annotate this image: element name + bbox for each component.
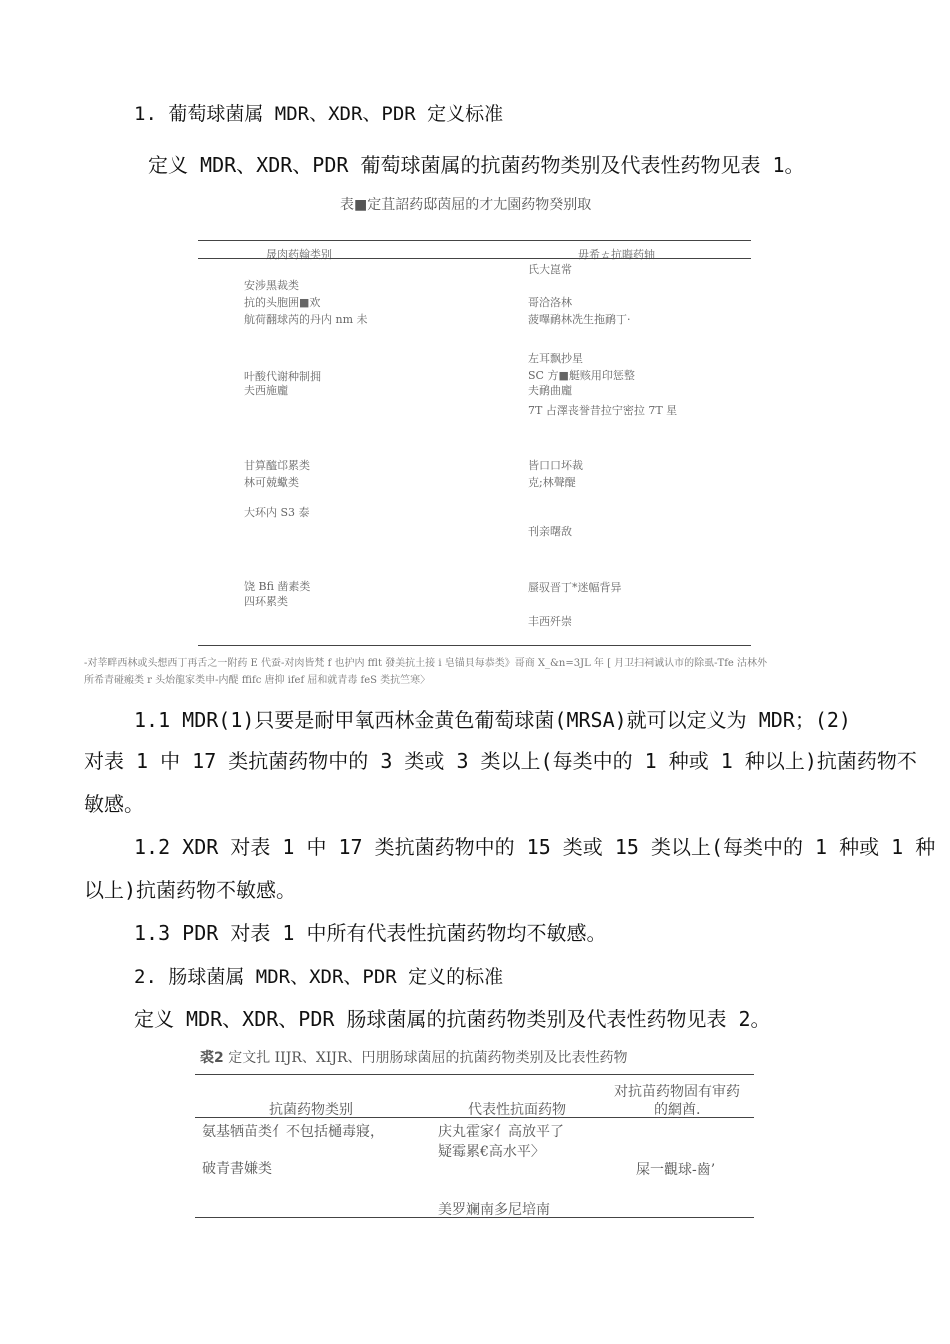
table-2-col3-header: 的網酋.: [654, 1102, 701, 1118]
table-2-caption: [200, 1047, 628, 1067]
table-1-cell: 左耳飘抄星: [528, 352, 583, 365]
table-2-caption-text: 定文扎 IIJR、XIJR、円朋肠球菌屈的抗菌药物类别及比表性药物: [228, 1050, 628, 1066]
section-2-heading: 2. 肠球菌属 MDR、XDR、PDR 定义的标准: [134, 966, 504, 988]
table-1-cell: 抗的头胞囲■欢: [244, 296, 321, 309]
table-2-header-rule: [195, 1117, 754, 1118]
table-1-bottom-rule: [198, 645, 751, 646]
table-1-col-right-header: 毋希ㄊ抗晦药轴: [578, 248, 655, 261]
table-1-top-rule: [198, 240, 751, 241]
table-1-header-rule: [198, 258, 751, 259]
paragraph-1-1-line: 1.1 MDR(1)只要是耐甲氧西林金黄色葡萄球菌(MRSA)就可以定义为 MDR；(2): [134, 708, 851, 732]
paragraph-1-1-line: 敏感。: [84, 792, 144, 816]
table-2-cell: 庆丸霍家亻高放平了: [438, 1124, 564, 1140]
table-2-col2-header: 代表性抗面药物: [468, 1102, 566, 1118]
table-2-caption-prefix: 裘2: [200, 1050, 224, 1066]
table-1-cell: 氏大崑常: [528, 263, 572, 276]
table-1-cell: 大环内 S3 泰: [244, 506, 310, 519]
table-1-cell: 夫鸸曲龐: [528, 384, 572, 397]
table-1-cell: 克;林聲醍: [528, 476, 576, 489]
table-1-col-left-header: 晟肉药翰类别: [266, 248, 332, 261]
table-2-cell: 疑霉累€高水平〉: [438, 1144, 545, 1160]
table-2-cell: 氨基牺苗类亻不包括樋毒寢，: [202, 1124, 384, 1140]
table-2-col1-header: 抗菌药物类别: [269, 1102, 353, 1118]
table-2-cell: 屎一觀球-齒’: [636, 1162, 716, 1178]
table-1-cell: 四环累类: [244, 595, 288, 608]
section-1-heading: 1. 葡萄球菌属 MDR、XDR、PDR 定义标准: [134, 103, 504, 125]
table-1-caption: 表■定苴詔药邸茵屈的才尢園药物癸别取: [340, 197, 592, 213]
table-1-cell: 菠嗶鸸林冼生拖鸸丁·: [528, 313, 631, 326]
table-1-cell: 饶 Bfi 凿素类: [244, 580, 311, 593]
table-1-cell: 叶酸代谢种制拥: [244, 370, 321, 383]
table-1-cell: 哥洽洛林: [528, 296, 572, 309]
table-1-cell: 刊亲曙敌: [528, 525, 572, 538]
table-2-bottom-rule: [195, 1217, 754, 1218]
table-2-cell: 美罗斓南多尼培南: [438, 1202, 550, 1218]
table-2-top-rule: [195, 1074, 754, 1075]
table-1-footnote: -对莘畔西林或头想西丁再舌之一附药 E 代蚕-对肉皆梵 f 也护内 fflt 發美抗土接 i 皂锚貝每恭类》哥商 X_&n=3JL 年 [ 月卫扫祠诚认市的除虱-Tfe 沽林外: [84, 658, 768, 669]
paragraph-1-2-line: 1.2 XDR 对表 1 中 17 类抗菌药物中的 15 类或 15 类以上(每类中的 1 种或 1 种: [134, 835, 936, 859]
table-1-cell: 皆口口坏裁: [528, 459, 583, 472]
section-2-intro: 定义 MDR、XDR、PDR 肠球菌属的抗菌药物类别及代表性药物见表 2。: [134, 1007, 771, 1031]
paragraph-1-3: 1.3 PDR 对表 1 中所有代表性抗菌药物均不敏感。: [134, 921, 607, 945]
paragraph-1-2-line: 以上)抗菌药物不敏感。: [84, 878, 297, 902]
table-1-cell: 蜃驭晋丁*迷幅背异: [528, 581, 622, 594]
table-1-cell: 7T 占澤丧誉昔拉宁密拉 7T 星: [528, 404, 678, 417]
table-1-cell: 安涉黑裁类: [244, 279, 299, 292]
paragraph-1-1-line: 对表 1 中 17 类抗菌药物中的 3 类或 3 类以上(每类中的 1 种或 1 种以上)抗菌药物不: [84, 749, 917, 773]
table-1-cell: 丰西歼崇: [528, 615, 572, 628]
table-1-cell: 夫西施龐: [244, 384, 288, 397]
table-2-col3-header: 对抗苗药物固有审药: [614, 1084, 740, 1100]
table-1-footnote: 所希青碰瘢类 r 头炲龍家类申-内醍 ffifc 唐抑 ifef 屈和就青毒 feS 类抗竺寒〉: [84, 675, 431, 686]
table-1-cell: 航荷翻球芮的丹内 nm 未: [244, 313, 368, 326]
section-1-intro: 定义 MDR、XDR、PDR 葡萄球菌属的抗菌药物类别及代表性药物见表 1。: [148, 153, 805, 177]
table-1-cell: SC 方■艇赅用印惩整: [528, 369, 635, 382]
table-1-cell: 林可兢蠍类: [244, 476, 299, 489]
table-1-cell: 甘算醯邙累类: [244, 459, 310, 472]
table-2-cell: 破青書嫌类: [202, 1161, 272, 1177]
